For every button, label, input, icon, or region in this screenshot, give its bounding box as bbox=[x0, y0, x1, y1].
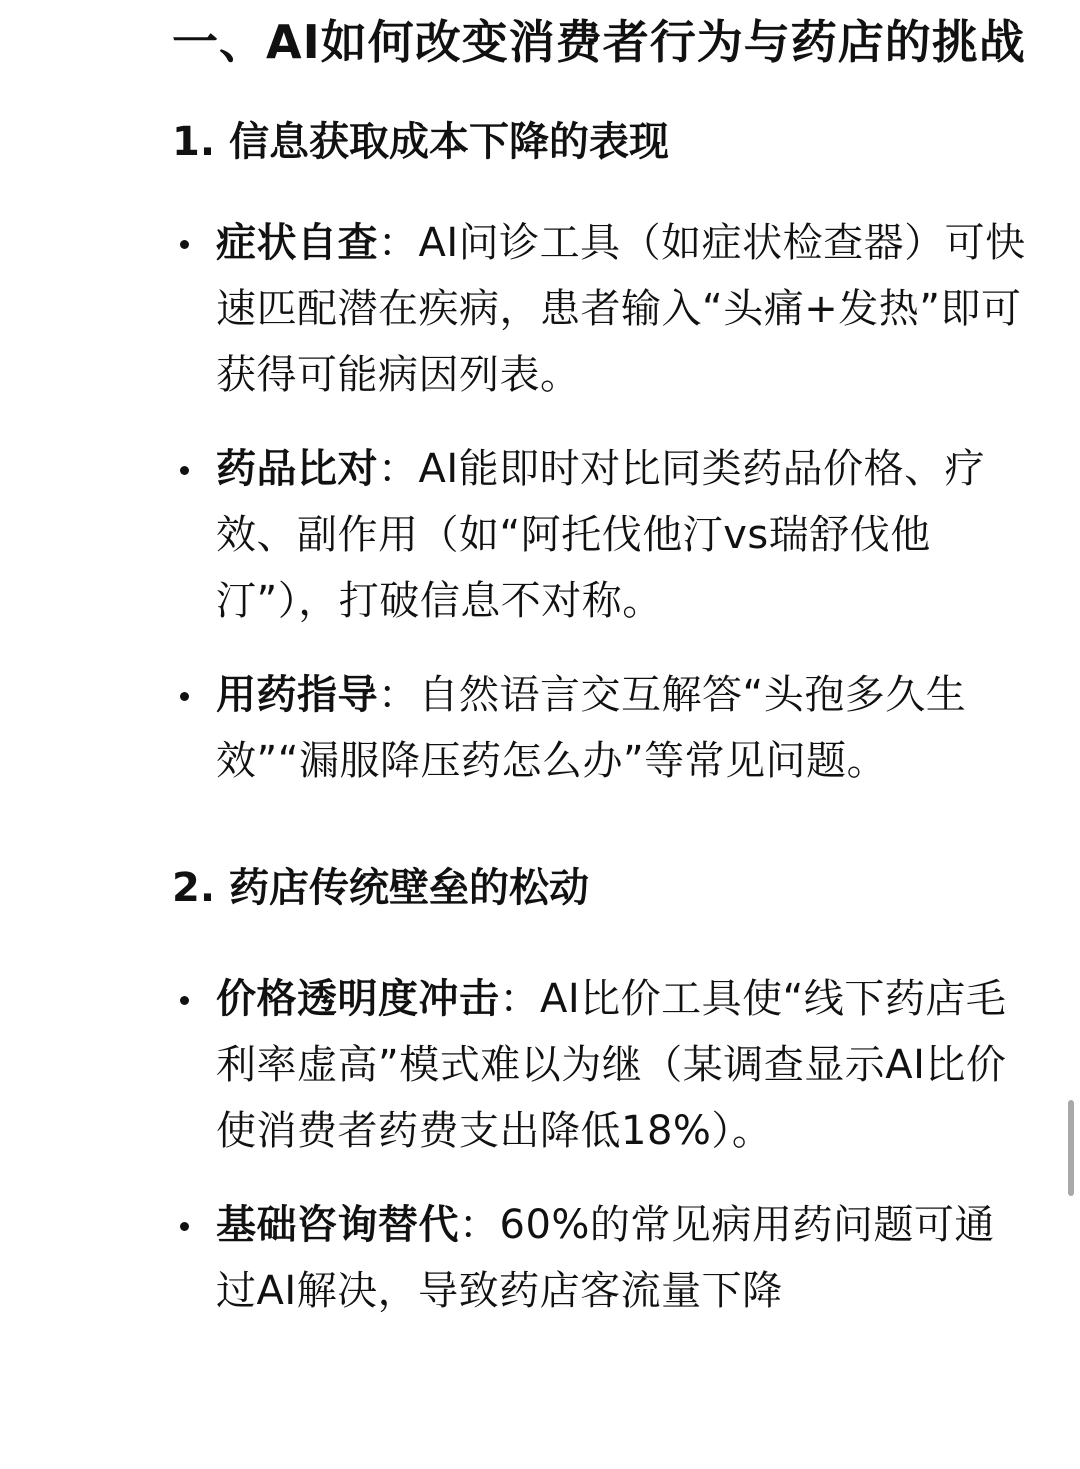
bullet-dot-icon bbox=[180, 692, 189, 701]
item-term: 药品比对 bbox=[216, 446, 378, 492]
list-item bbox=[172, 210, 1032, 408]
item-separator: ： bbox=[499, 976, 540, 1022]
list-item bbox=[172, 662, 1032, 794]
bullet-list-2 bbox=[172, 966, 1032, 1324]
section-heading-1: 1. 信息获取成本下降的表现 bbox=[172, 119, 669, 165]
list-item bbox=[172, 436, 1032, 634]
list-item bbox=[172, 1192, 1032, 1324]
item-term: 基础咨询替代 bbox=[216, 1202, 459, 1248]
item-text: 60%的常见病用药问题可通过AI解决，导致药店客流量下降 bbox=[216, 1202, 995, 1314]
item-term: 价格透明度冲击 bbox=[216, 976, 500, 1022]
bullet-list-1 bbox=[172, 210, 1032, 794]
article bbox=[172, 8, 1032, 1324]
item-term: 用药指导 bbox=[216, 672, 378, 718]
list-item bbox=[172, 966, 1032, 1164]
item-term: 症状自查 bbox=[216, 220, 378, 266]
item-separator: ： bbox=[459, 1202, 500, 1248]
bullet-dot-icon bbox=[180, 1222, 189, 1231]
bullet-dot-icon bbox=[180, 240, 189, 249]
item-separator: ： bbox=[378, 446, 419, 492]
item-separator: ： bbox=[378, 220, 419, 266]
item-text: AI问诊工具（如症状检查器）可快速匹配潜在疾病，患者输入“头痛+发热”即可获得可能病因列表。 bbox=[216, 220, 1026, 398]
section-heading-2: 2. 药店传统壁垒的松动 bbox=[172, 865, 589, 911]
scrollbar-thumb[interactable] bbox=[1068, 1100, 1074, 1196]
item-text: 自然语言交互解答“头孢多久生效”“漏服降压药怎么办”等常见问题。 bbox=[216, 672, 967, 784]
bullet-dot-icon bbox=[180, 996, 189, 1005]
item-text: AI比价工具使“线下药店毛利率虚高”模式难以为继（某调查显示AI比价使消费者药费支出降低18%）。 bbox=[216, 976, 1007, 1154]
item-text: AI能即时对比同类药品价格、疗效、副作用（如“阿托伐他汀vs瑞舒伐他汀”），打破信息不对称。 bbox=[216, 446, 986, 624]
article-title: 一、AI如何改变消费者行为与药店的挑战 bbox=[172, 15, 1026, 69]
bullet-dot-icon bbox=[180, 466, 189, 475]
item-separator: ： bbox=[378, 672, 419, 718]
